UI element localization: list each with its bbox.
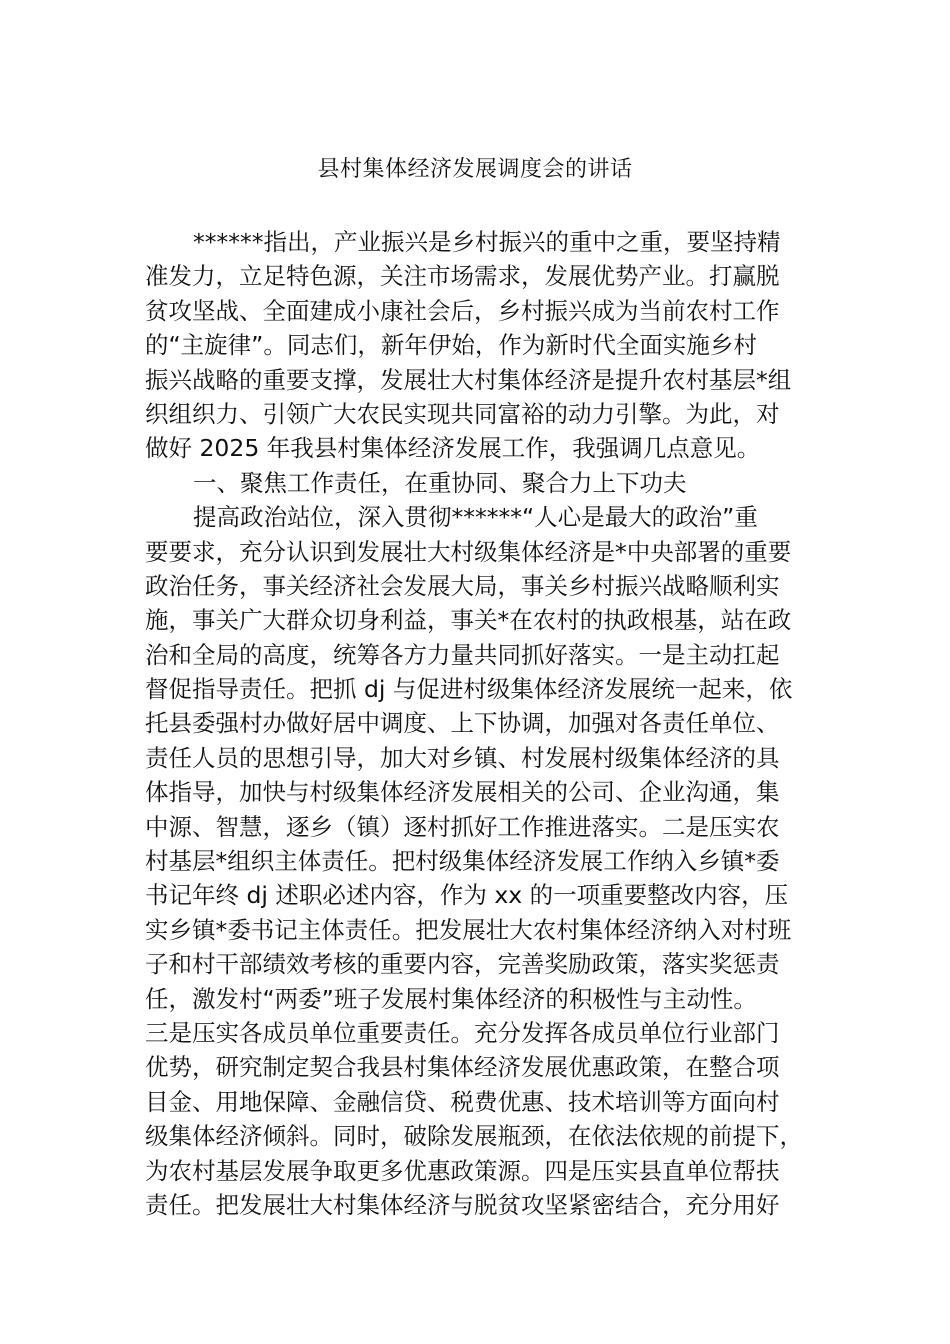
- paragraph-line: 提高政治站位，深入贯彻******“人心是最大的政治”重: [193, 503, 758, 532]
- paragraph-line: 实乡镇*委书记主体责任。把发展壮大农村集体经济纳入对村班: [145, 915, 792, 944]
- section-heading: 一、聚焦工作责任，在重协同、聚合力上下功夫: [193, 468, 687, 497]
- paragraph-line: 任，激发村“两委”班子发展村集体经济的积极性与主动性。: [145, 984, 757, 1013]
- paragraph-line: 要要求，充分认识到发展壮大村级集体经济是*中央部署的重要: [145, 537, 792, 566]
- paragraph-line: 为农村基层发展争取更多优惠政策源。四是压实县直单位帮扶: [145, 1156, 780, 1185]
- paragraph-line: 中源、智慧，逐乡（镇）逐村抓好工作推进落实。二是压实农: [145, 812, 780, 841]
- paragraph-line: 督促指导责任。把抓 dj 与促进村级集体经济发展统一起来，依: [145, 675, 793, 704]
- paragraph-line: 治和全局的高度，统筹各方力量共同抓好落实。一是主动扛起: [145, 640, 780, 669]
- document-body: [145, 225, 815, 1222]
- paragraph-line: 贫攻坚战、全面建成小康社会后，乡村振兴成为当前农村工作: [145, 296, 780, 325]
- paragraph-line: 振兴战略的重要支撑，发展壮大村集体经济是提升农村基层*组: [145, 365, 792, 394]
- paragraph-line: 责任。把发展壮大村集体经济与脱贫攻坚紧密结合，充分用好: [145, 1190, 780, 1219]
- paragraph-line: 责任人员的思想引导，加大对乡镇、村发展村级集体经济的具: [145, 743, 780, 772]
- paragraph-line: ******指出，产业振兴是乡村振兴的重中之重，要坚持精: [193, 228, 781, 256]
- paragraph-line: 子和村干部绩效考核的重要内容，完善奖励政策，落实奖惩责: [145, 950, 780, 979]
- paragraph-line: 书记年终 dj 述职必述内容，作为 xx 的一项重要整改内容，压: [145, 881, 789, 910]
- paragraph-line: 村基层*组织主体责任。把村级集体经济发展工作纳入乡镇*委: [145, 847, 780, 876]
- paragraph-line: 优势，研究制定契合我县村集体经济发展优惠政策，在整合项: [145, 1053, 780, 1082]
- paragraph-line: 三是压实各成员单位重要责任。充分发挥各成员单位行业部门: [145, 1018, 780, 1047]
- paragraph-line: 托县委强村办做好居中调度、上下协调，加强对各责任单位、: [145, 709, 780, 738]
- paragraph-line: 目金、用地保障、金融信贷、税费优惠、技术培训等方面向村: [145, 1087, 780, 1116]
- paragraph-line: 政治任务，事关经济社会发展大局，事关乡村振兴战略顺利实: [145, 571, 780, 600]
- paragraph-line: 织组织力、引领广大农民实现共同富裕的动力引擎。为此，对: [145, 399, 780, 428]
- paragraph-line: 体指导，加快与村级集体经济发展相关的公司、企业沟通，集: [145, 778, 780, 807]
- paragraph-line: 级集体经济倾斜。同时，破除发展瓶颈，在依法依规的前提下，: [145, 1122, 803, 1151]
- paragraph-line: 准发力，立足特色源，关注市场需求，发展优势产业。打赢脱: [145, 262, 780, 291]
- paragraph-line: 施，事关广大群众切身利益，事关*在农村的执政根基，站在政: [145, 606, 792, 635]
- paragraph-line: 做好 2025 年我县村集体经济发展工作，我强调几点意见。: [145, 434, 761, 463]
- paragraph-line: 的“主旋律”。同志们，新年伊始，作为新时代全面实施乡村: [145, 331, 757, 360]
- document-title: 县村集体经济发展调度会的讲话: [317, 157, 633, 182]
